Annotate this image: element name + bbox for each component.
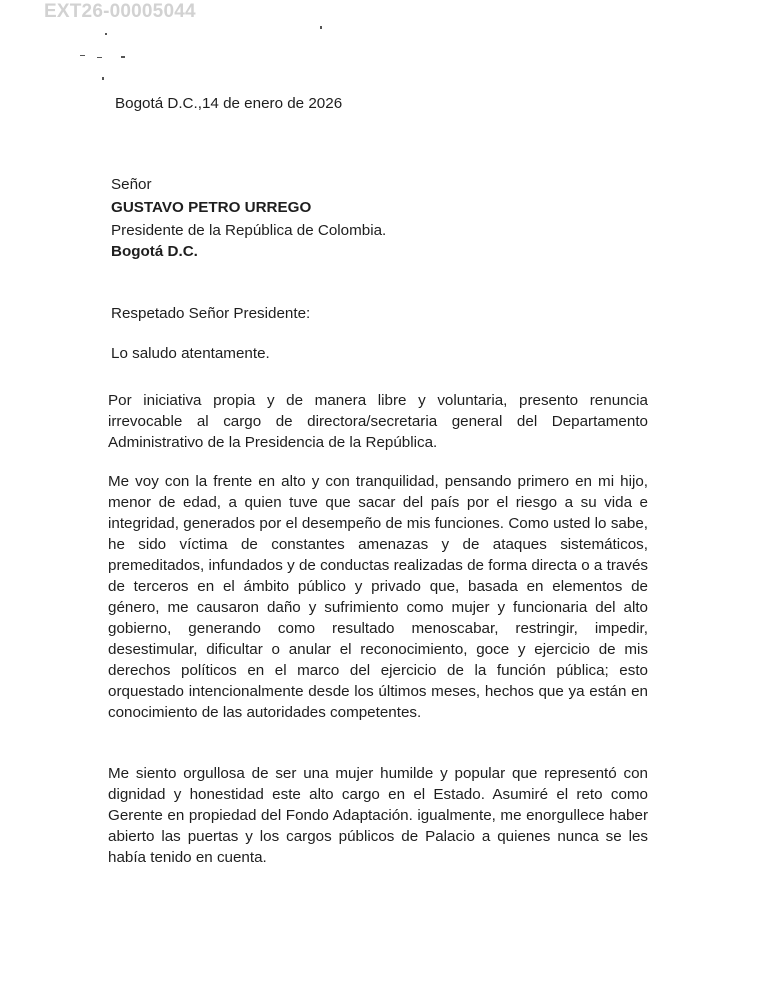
addressee-name: GUSTAVO PETRO URREGO <box>111 199 312 216</box>
opening-line: Lo saludo atentamente. <box>111 345 270 362</box>
scan-speck <box>97 57 102 58</box>
date-line: Bogotá D.C.,14 de enero de 2026 <box>115 95 343 112</box>
paragraph-reasons: Me voy con la frente en alto y con tranquilidad, pensando primero en mi hijo, menor de edad, a quien tuve que sacar del país por el riesgo a su vida e integridad, generados por el desempeño de mis funciones. Como usted lo sabe, he sido víctima de constantes amenazas y de ataques sistemáticos, premeditados, infundados y de conductas realizadas de forma directa o a través de terceros en el ámbito público y privado que, basada en elementos de género, me causaron daño y sufrimiento como mujer y funcionaria del alto gobierno, generando como resultado menoscabar, restringir, impedir, desestimular, dificultar o anular el reconocimiento, goce y ejercicio de mis derechos políticos en el marco del ejercicio de la función pública; esto orquestado intencionalmente desde los últimos meses, hechos que ya están en conocimiento de las autoridades competentes. <box>108 473 648 721</box>
scan-speck <box>320 26 322 29</box>
addressee-salutation: Señor <box>111 176 152 193</box>
addressee-city: Bogotá D.C. <box>111 243 198 260</box>
addressee-position: Presidente de la República de Colombia. <box>111 222 387 239</box>
paragraph-pride: Me siento orgullosa de ser una mujer humilde y popular que representó con dignidad y honestidad este alto cargo en el Estado. Asumiré el reto como Gerente en propiedad del Fondo Adaptación. igualmente, me enorgullece haber abierto las puertas y los cargos públicos de Palacio a quienes nunca se les había tenido en cuenta. <box>108 765 648 866</box>
scan-speck <box>102 77 104 80</box>
filing-stamp: EXT26-00005044 <box>44 1 196 22</box>
scan-speck <box>80 55 85 56</box>
scan-speck <box>121 56 125 58</box>
greeting: Respetado Señor Presidente: <box>111 305 311 322</box>
scan-speck <box>105 33 107 35</box>
paragraph-resignation: Por iniciativa propia y de manera libre y voluntaria, presento renuncia irrevocable al cargo de directora/secretaria general del Departamento Administrativo de la Presidencia de la República. <box>108 392 648 451</box>
